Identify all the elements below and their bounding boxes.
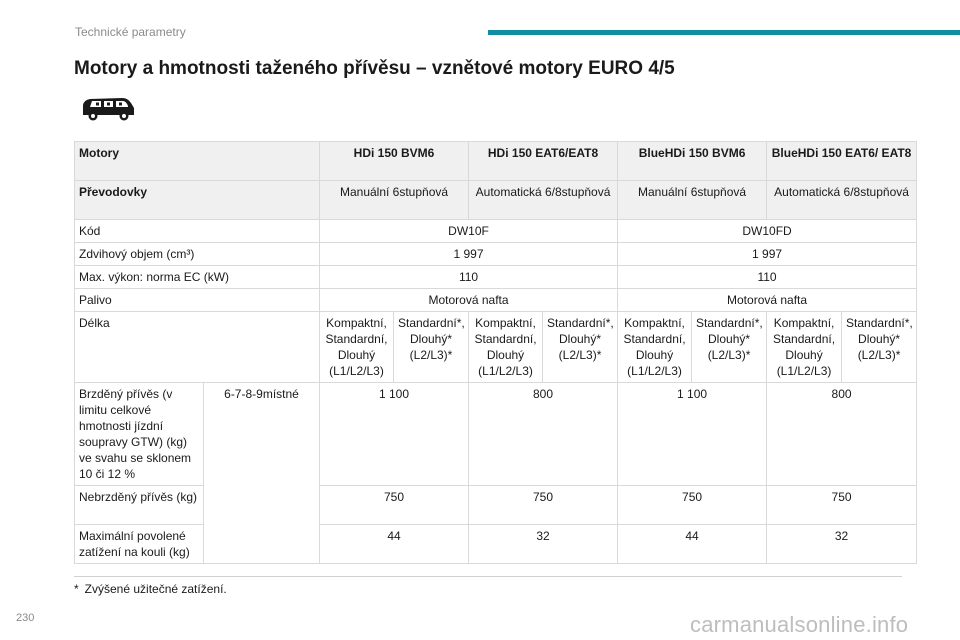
length-cell: Standardní*, Dlouhý* (L2/L3)* <box>692 312 767 383</box>
table-row-gearbox <box>75 181 917 220</box>
length-cell: Standardní*, Dlouhý* (L2/L3)* <box>842 312 917 383</box>
unbraked-cell: 750 <box>767 486 917 525</box>
power-cell: 110 <box>618 266 917 289</box>
braked-cell: 800 <box>469 383 618 486</box>
gearbox-label: Převodovky <box>75 181 320 220</box>
page-title: Motory a hmotnosti taženého přívěsu – vznětové motory EURO 4/5 <box>74 58 675 79</box>
table-row-header <box>75 142 917 181</box>
gearbox-cell: Automatická 6/8stupňová <box>767 181 917 220</box>
header-engine-3: BlueHDi 150 BVM6 <box>618 142 767 181</box>
displacement-label: Zdvihový objem (cm³) <box>75 243 320 266</box>
footnote-divider <box>74 576 902 577</box>
unbraked-cell: 750 <box>618 486 767 525</box>
fuel-cell: Motorová nafta <box>320 289 618 312</box>
displacement-cell: 1 997 <box>618 243 917 266</box>
gearbox-cell: Automatická 6/8stupňová <box>469 181 618 220</box>
van-8-seats-icon <box>80 94 136 122</box>
header-engine-2: HDi 150 EAT6/EAT8 <box>469 142 618 181</box>
footnote-mark: * <box>74 582 79 596</box>
ball-load-cell: 44 <box>618 525 767 564</box>
table-row-code <box>75 220 917 243</box>
header-engine-4: BlueHDi 150 EAT6/ EAT8 <box>767 142 917 181</box>
length-cell: Kompaktní, Standardní, Dlouhý (L1/L2/L3) <box>469 312 543 383</box>
unbraked-label: Nebrzděný přívěs (kg) <box>75 486 204 525</box>
braked-cell: 1 100 <box>320 383 469 486</box>
braked-cell: 800 <box>767 383 917 486</box>
table-row-power <box>75 266 917 289</box>
ball-load-label: Maximální povolené zatížení na kouli (kg) <box>75 525 204 564</box>
seats-label: 6-7-8-9místné <box>204 383 320 564</box>
fuel-cell: Motorová nafta <box>618 289 917 312</box>
header-engine-1: HDi 150 BVM6 <box>320 142 469 181</box>
table-row-ball-load <box>75 525 917 564</box>
length-cell: Kompaktní, Standardní, Dlouhý (L1/L2/L3) <box>767 312 842 383</box>
ball-load-cell: 32 <box>767 525 917 564</box>
gearbox-cell: Manuální 6stupňová <box>618 181 767 220</box>
length-cell: Standardní*, Dlouhý* (L2/L3)* <box>394 312 469 383</box>
fuel-label: Palivo <box>75 289 320 312</box>
header-accent-bar <box>488 30 960 35</box>
braked-cell: 1 100 <box>618 383 767 486</box>
code-label: Kód <box>75 220 320 243</box>
table-row-unbraked-trailer <box>75 486 917 525</box>
footnote-text: Zvýšené užitečné zatížení. <box>84 582 227 596</box>
gearbox-cell: Manuální 6stupňová <box>320 181 469 220</box>
table-row-braked-trailer <box>75 383 917 486</box>
braked-label: Brzděný přívěs (v limitu celkové hmotnosti jízdní soupravy GTW) (kg) ve svahu se sklonem 10 či 12 % <box>75 383 204 486</box>
watermark: carmanualsonline.info <box>690 612 909 637</box>
table-row-fuel <box>75 289 917 312</box>
displacement-cell: 1 997 <box>320 243 618 266</box>
table-row-length <box>75 312 917 383</box>
footnote <box>74 582 227 596</box>
header-label: Motory <box>75 142 320 181</box>
length-cell: Standardní*, Dlouhý* (L2/L3)* <box>543 312 618 383</box>
length-cell: Kompaktní, Standardní, Dlouhý (L1/L2/L3) <box>320 312 394 383</box>
code-cell: DW10F <box>320 220 618 243</box>
engine-spec-table <box>74 141 917 564</box>
length-label: Délka <box>75 312 320 383</box>
table-row-displacement <box>75 243 917 266</box>
length-cell: Kompaktní, Standardní, Dlouhý (L1/L2/L3) <box>618 312 692 383</box>
code-cell: DW10FD <box>618 220 917 243</box>
ball-load-cell: 44 <box>320 525 469 564</box>
power-label: Max. výkon: norma EC (kW) <box>75 266 320 289</box>
section-label: Technické parametry <box>75 25 186 39</box>
unbraked-cell: 750 <box>320 486 469 525</box>
power-cell: 110 <box>320 266 618 289</box>
unbraked-cell: 750 <box>469 486 618 525</box>
page-number: 230 <box>16 612 35 624</box>
ball-load-cell: 32 <box>469 525 618 564</box>
